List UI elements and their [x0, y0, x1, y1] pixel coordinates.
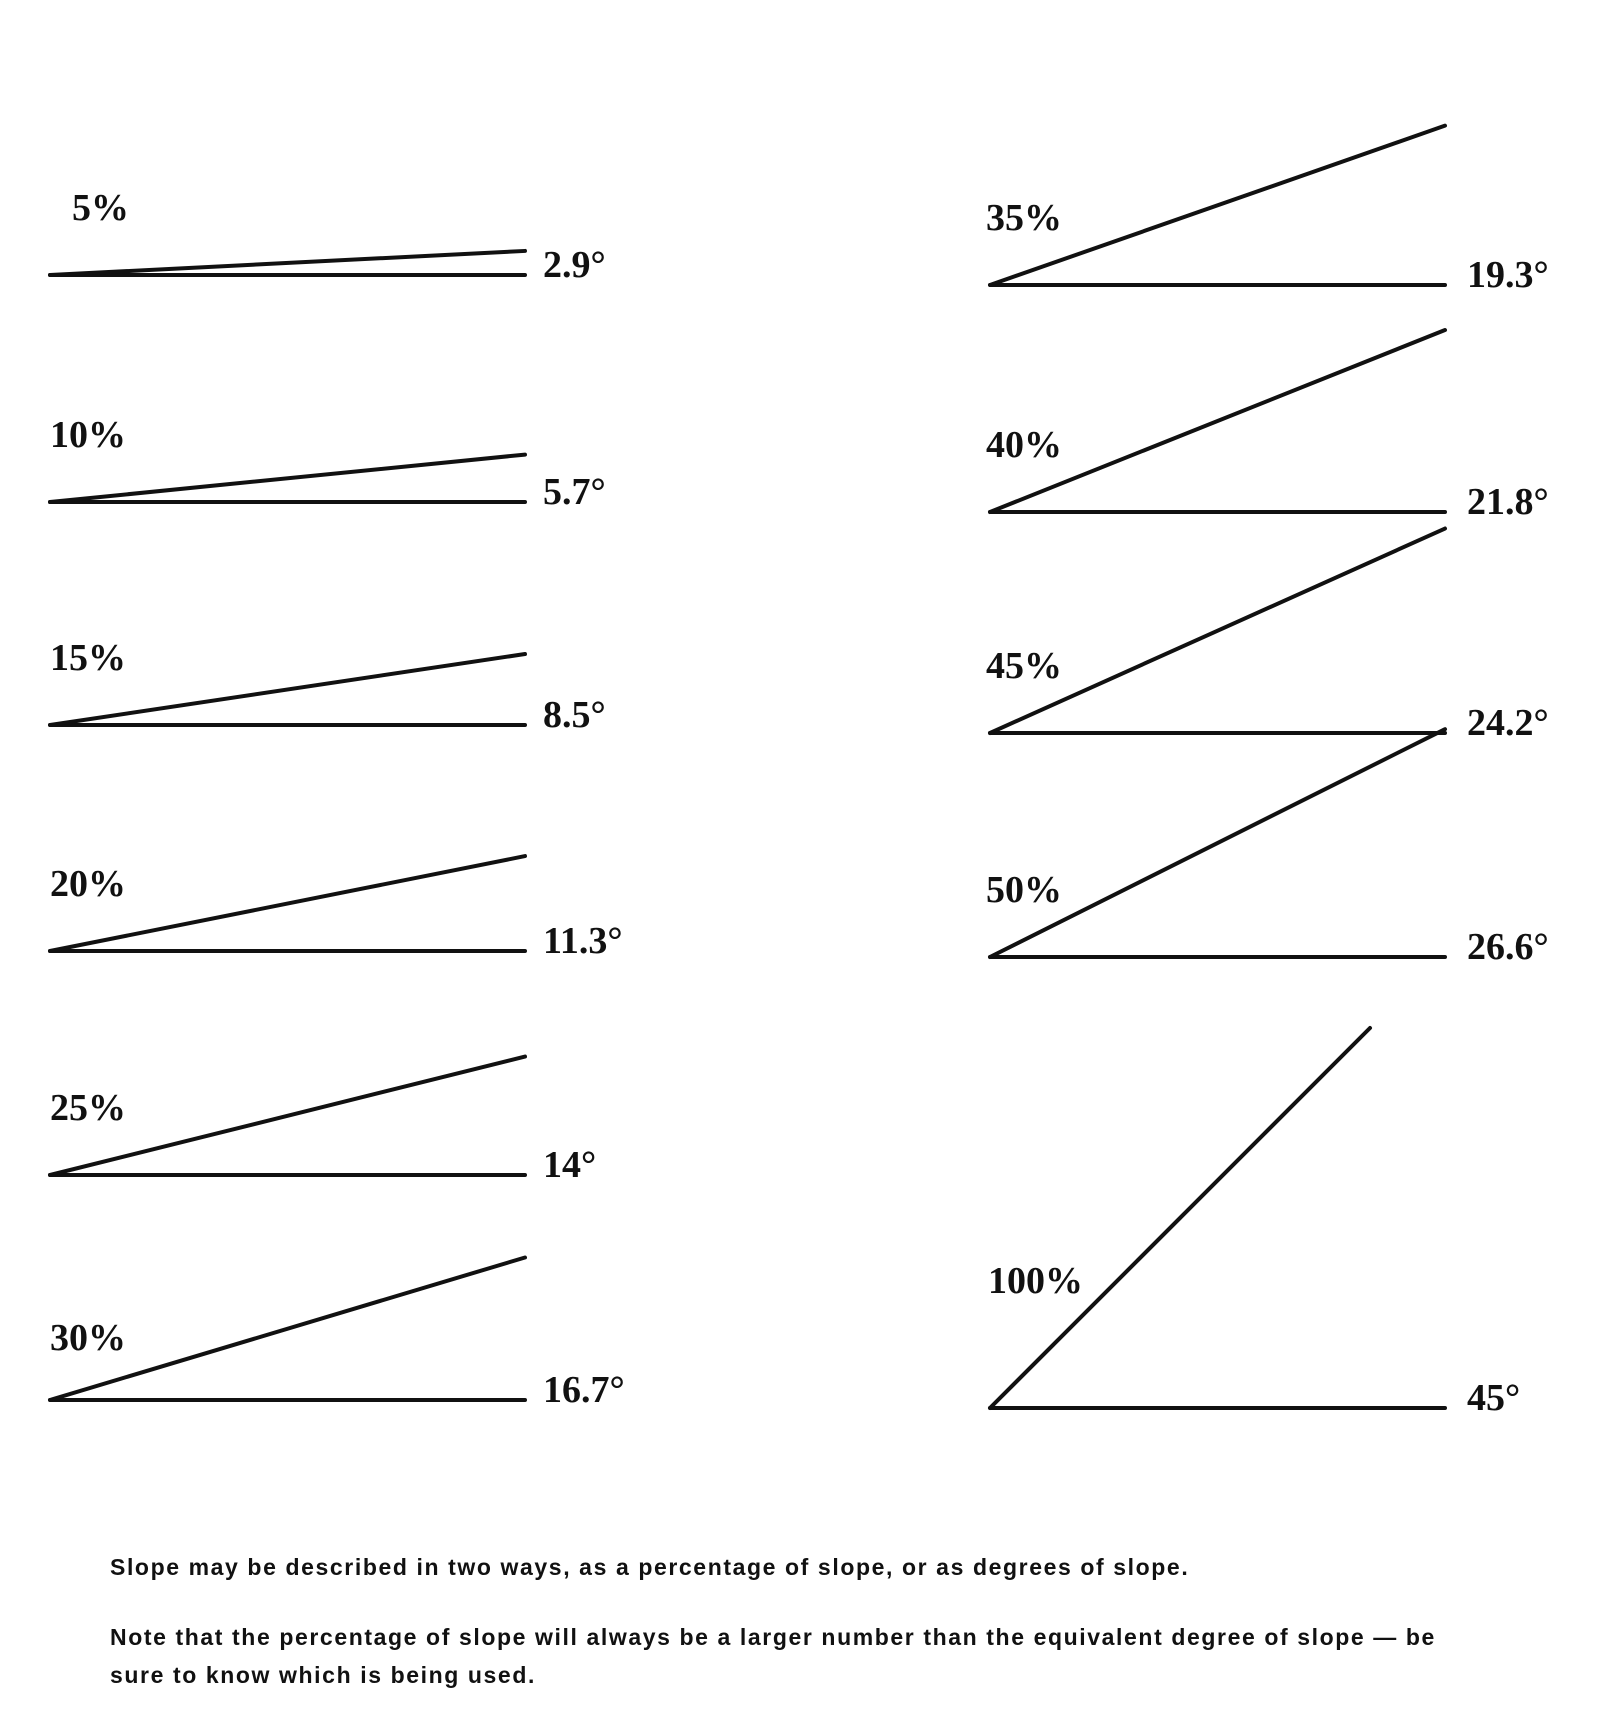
slope-15-percent: [50, 637, 606, 736]
slope-40-percent: [986, 330, 1549, 523]
degree-label-25: 14°: [543, 1144, 597, 1186]
degree-label-20: 11.3°: [543, 920, 623, 962]
slope-line-10: [50, 455, 525, 502]
slope-10-percent: [50, 414, 606, 513]
degree-label-10: 5.7°: [543, 471, 606, 513]
slope-angles-group: [50, 126, 1549, 1419]
degree-label-30: 16.7°: [543, 1369, 625, 1411]
slope-20-percent: [50, 856, 623, 962]
percent-label-15: 15%: [50, 637, 126, 679]
slope-5-percent: [50, 187, 606, 286]
caption-slope-description: Slope may be described in two ways, as a percentage of slope, or as degrees of slope.: [110, 1554, 1190, 1580]
degree-label-100: 45°: [1467, 1377, 1521, 1419]
percent-label-25: 25%: [50, 1087, 126, 1129]
slope-line-100: [990, 1028, 1370, 1408]
degree-label-5: 2.9°: [543, 244, 606, 286]
percent-label-10: 10%: [50, 414, 126, 456]
slope-100-percent: [988, 1028, 1520, 1419]
slope-35-percent: [986, 126, 1549, 296]
percent-label-20: 20%: [50, 863, 126, 905]
degree-label-40: 21.8°: [1467, 481, 1549, 523]
percent-label-30: 30%: [50, 1317, 126, 1359]
slope-25-percent: [50, 1057, 596, 1186]
degree-label-45: 24.2°: [1467, 702, 1549, 744]
percent-label-100: 100%: [988, 1260, 1083, 1302]
degree-label-15: 8.5°: [543, 694, 606, 736]
slope-line-40: [990, 330, 1445, 512]
percent-label-40: 40%: [986, 424, 1062, 466]
slope-50-percent: [986, 729, 1549, 968]
percent-label-5: 5%: [72, 187, 129, 229]
slope-line-5: [50, 251, 525, 275]
caption-percentage-note: Note that the percentage of slope will always be a larger number than the equivalent degree of slope — be sure to know which is being used.: [110, 1624, 1436, 1688]
slope-30-percent: [50, 1257, 625, 1411]
slope-45-percent: [986, 529, 1549, 744]
percent-label-50: 50%: [986, 869, 1062, 911]
degree-label-50: 26.6°: [1467, 926, 1549, 968]
percent-label-35: 35%: [986, 197, 1062, 239]
percent-label-45: 45%: [986, 645, 1062, 687]
slope-line-50: [990, 729, 1445, 957]
slope-line-45: [990, 529, 1445, 733]
degree-label-35: 19.3°: [1467, 254, 1549, 296]
